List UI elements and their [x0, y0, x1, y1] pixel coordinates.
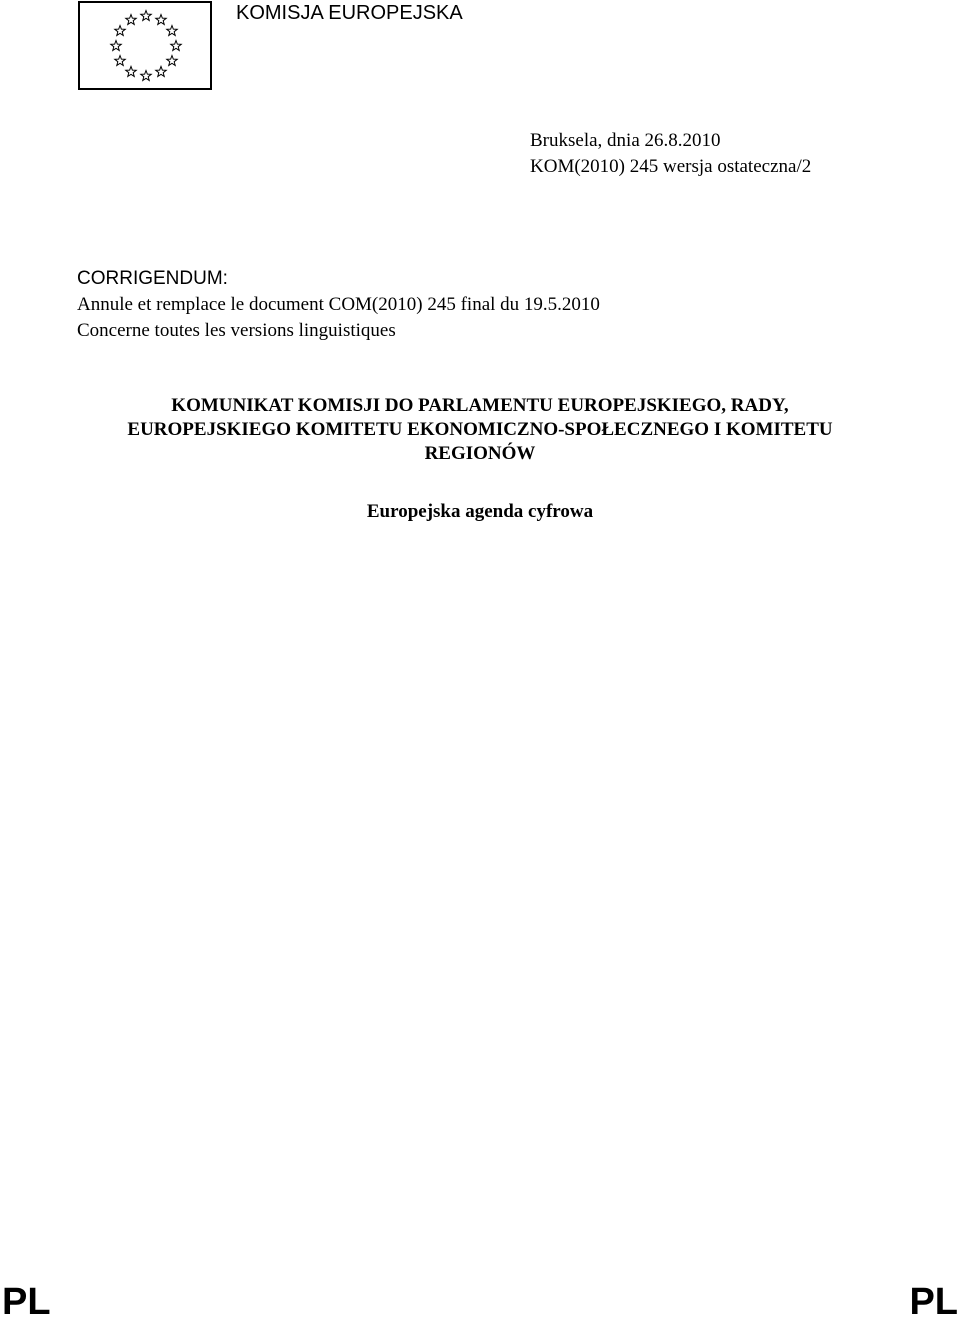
flag-star — [156, 66, 166, 76]
flag-star — [171, 41, 181, 51]
corrigendum-line-2: Concerne toutes les versions linguistiques — [77, 320, 396, 341]
flag-star — [156, 15, 166, 25]
organization-name: KOMISJA EUROPEJSKA — [236, 2, 463, 24]
title-line-3: REGIONÓW — [424, 443, 536, 464]
title-line-2: EUROPEJSKIEGO KOMITETU EKONOMICZNO-SPOŁECZNEGO I KOMITETU — [127, 419, 833, 440]
flag-star — [115, 26, 125, 36]
flag-star — [126, 66, 136, 76]
flag-star — [167, 26, 177, 36]
flag-star — [141, 71, 151, 81]
language-code-left: PL — [2, 1281, 51, 1323]
eu-flag-stars — [80, 3, 210, 88]
flag-star — [167, 56, 177, 66]
flag-star — [126, 15, 136, 25]
document-title — [0, 394, 960, 466]
corrigendum-line-1: Annule et remplace le document COM(2010) 245 final du 19.5.2010 — [77, 294, 600, 315]
eu-flag-icon — [78, 1, 212, 90]
place-date: Bruksela, dnia 26.8.2010 — [530, 130, 721, 151]
flag-star — [141, 11, 151, 21]
document-meta — [530, 128, 811, 180]
title-line-1: KOMUNIKAT KOMISJI DO PARLAMENTU EUROPEJSKIEGO, RADY, — [171, 395, 789, 416]
language-code-right: PL — [909, 1281, 958, 1323]
document-subtitle: Europejska agenda cyfrowa — [366, 501, 594, 522]
corrigendum-label: CORRIGENDUM: — [77, 268, 228, 289]
flag-star — [111, 41, 121, 51]
document-reference: KOM(2010) 245 wersja ostateczna/2 — [530, 156, 812, 177]
flag-star — [115, 56, 125, 66]
corrigendum-block — [77, 266, 600, 344]
